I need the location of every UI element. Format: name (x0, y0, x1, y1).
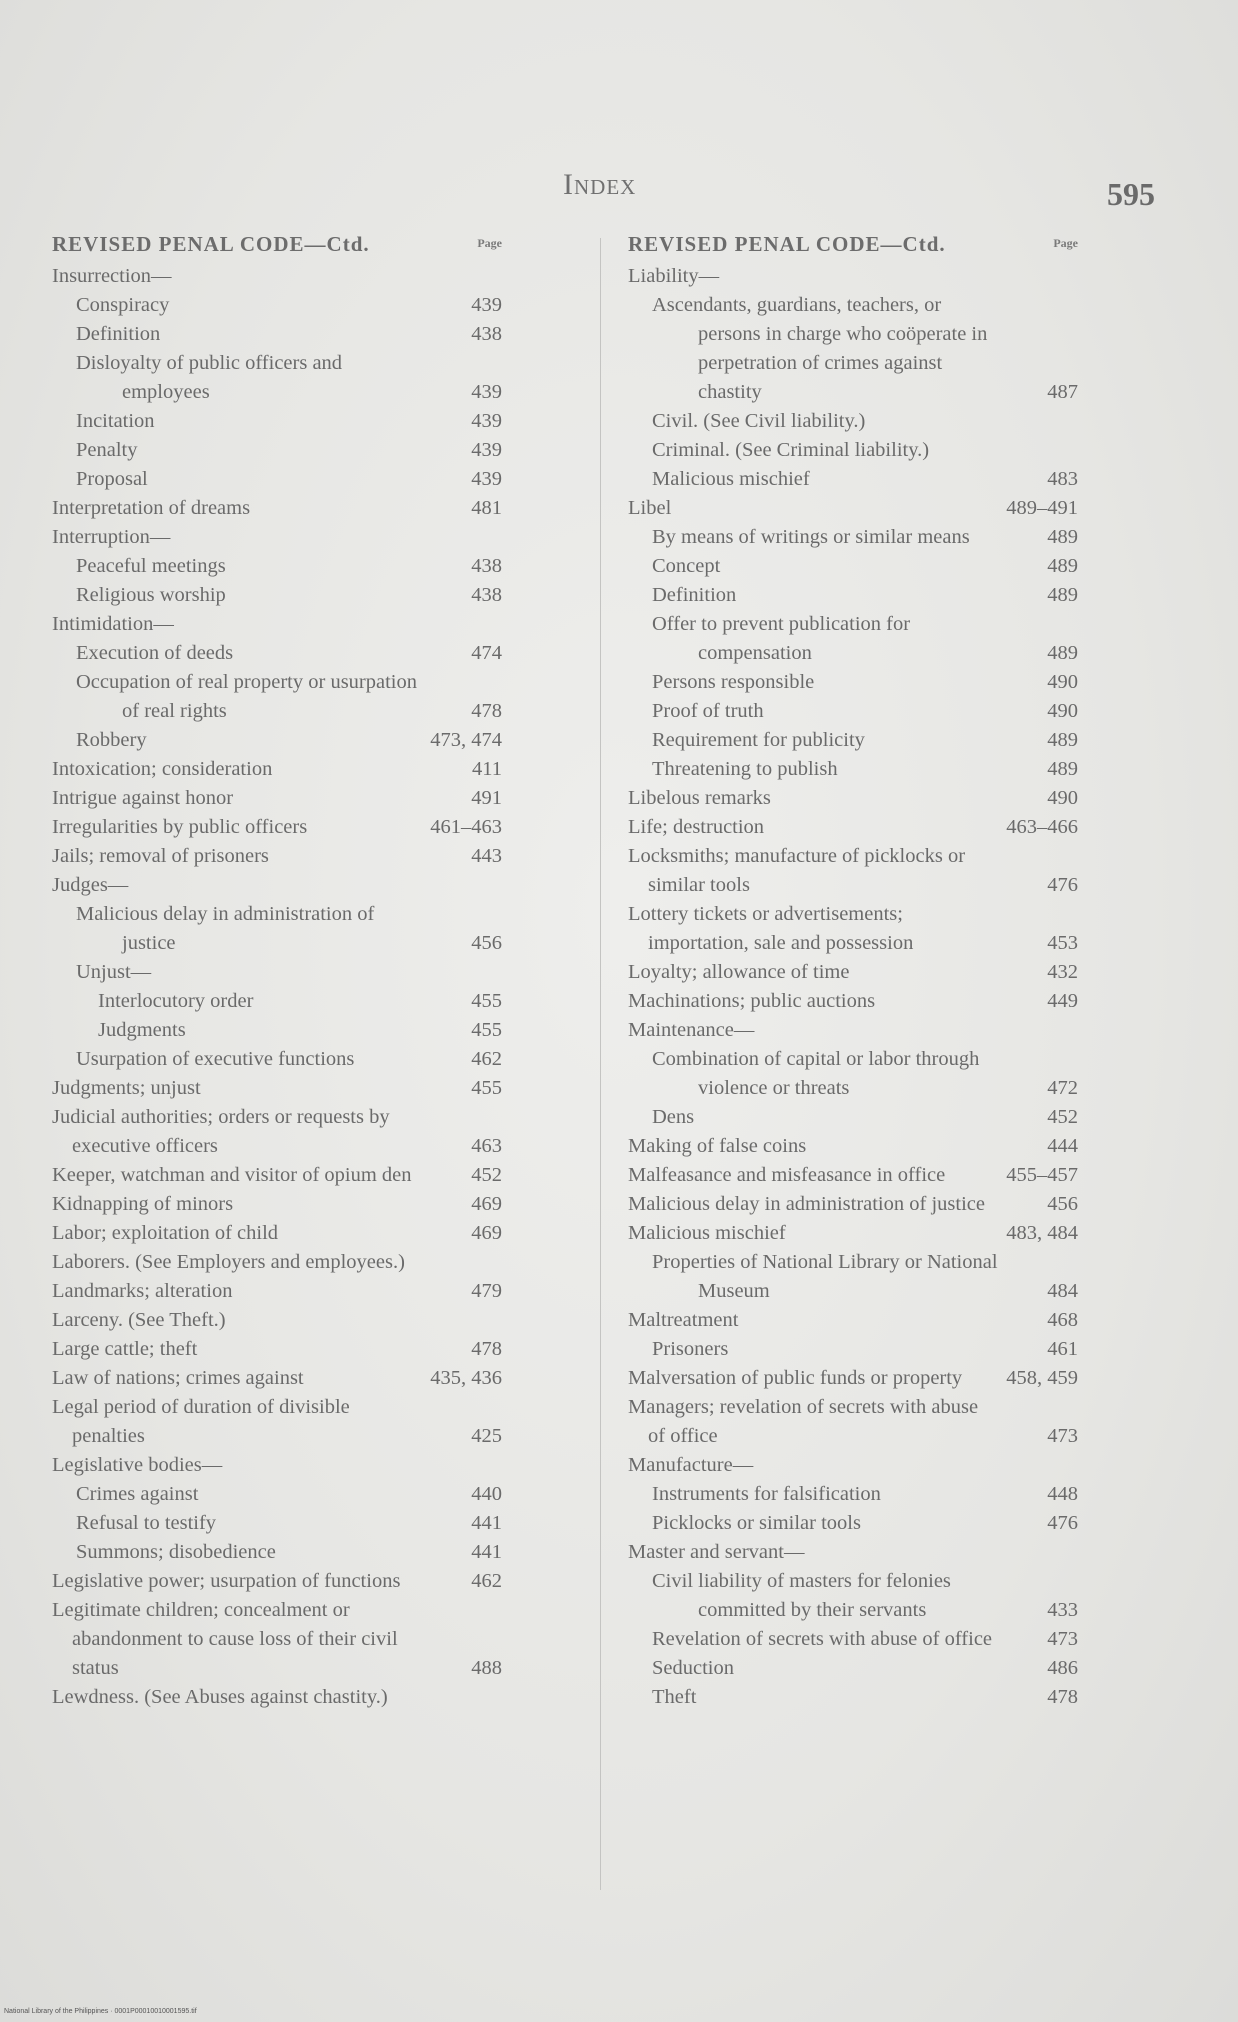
index-entry (52, 1451, 502, 1480)
index-entry (628, 1509, 1078, 1538)
index-entry (52, 1393, 502, 1451)
index-entry (52, 1567, 502, 1596)
index-entry-text: Libelous remarks (628, 787, 771, 809)
index-entry-text: Revelation of secrets with abuse of office (652, 1628, 993, 1650)
index-entry-page: 455 (471, 1019, 502, 1041)
index-entry-page: 473, 474 (430, 729, 502, 751)
left-column-heading (52, 232, 502, 262)
index-entry (628, 1103, 1078, 1132)
index-entry-text: Malicious mischief (628, 1222, 786, 1244)
index-entry-page: 462 (471, 1048, 502, 1070)
index-entry (52, 1335, 502, 1364)
index-entry (52, 1219, 502, 1248)
index-entry (628, 262, 1078, 291)
index-entry-text: Legal period of duration of divisible penalties (52, 1396, 350, 1447)
index-entry-page: 489 (1047, 758, 1078, 780)
index-entry-page: 439 (471, 294, 502, 316)
index-entry-page: 478 (1047, 1686, 1078, 1708)
index-entry-page: 455 (471, 990, 502, 1012)
index-entry-text: Offer to prevent publication for compensation (652, 613, 911, 664)
index-entry-page: 425 (471, 1425, 502, 1447)
index-entry-text: Incitation (76, 410, 155, 432)
index-entry-page: 458, 459 (1006, 1367, 1078, 1389)
index-entry (52, 436, 502, 465)
index-entry-page: 472 (1047, 1077, 1078, 1099)
index-entry (52, 842, 502, 871)
index-entry (628, 697, 1078, 726)
index-entry (628, 1335, 1078, 1364)
index-entry-text: Combination of capital or labor through violence or threats (652, 1048, 980, 1099)
index-entry (52, 1364, 502, 1393)
index-entry-text: Criminal. (See Criminal liability.) (652, 439, 930, 461)
index-entry-text: Interlocutory order (98, 990, 254, 1012)
index-entry-page: 478 (471, 1338, 502, 1360)
index-entry-page: 440 (471, 1483, 502, 1505)
index-entry (628, 900, 1078, 958)
left-page-label: Page (477, 236, 502, 250)
index-entry (52, 1074, 502, 1103)
index-entry-text: Managers; revelation of secrets with abuse of office (628, 1396, 979, 1447)
index-entry (52, 1016, 502, 1045)
index-entry-text: Civil liability of masters for felonies committed by their servants (652, 1570, 951, 1621)
index-entry-text: Proof of truth (652, 700, 764, 722)
index-entry (628, 813, 1078, 842)
index-entry-page: 461 (1047, 1338, 1078, 1360)
index-entry-text: Loyalty; allowance of time (628, 961, 850, 983)
index-entry (628, 958, 1078, 987)
right-heading-title: REVISED PENAL CODE—Ctd. (628, 232, 946, 256)
index-entry (628, 1625, 1078, 1654)
index-entry (628, 291, 1078, 407)
index-entry-text: Kidnapping of minors (52, 1193, 234, 1215)
index-entry-text: Jails; removal of prisoners (52, 845, 269, 867)
index-entry (52, 755, 502, 784)
index-entry (52, 1190, 502, 1219)
index-entry (52, 726, 502, 755)
index-entry-page: 490 (1047, 787, 1078, 809)
index-entry-text: Intrigue against honor (52, 787, 234, 809)
index-entry-page: 463 (471, 1135, 502, 1157)
index-entry-text: Laborers. (See Employers and employees.) (52, 1251, 405, 1273)
index-entry-text: Interpretation of dreams (52, 497, 251, 519)
index-entry-text: Legislative power; usurpation of functions (52, 1570, 401, 1592)
index-entry (628, 1567, 1078, 1625)
index-entry-text: Religious worship (76, 584, 226, 606)
index-entry-text: Crimes against (76, 1483, 199, 1505)
index-entry-text: Civil. (See Civil liability.) (652, 410, 866, 432)
index-entry (628, 1683, 1078, 1712)
index-entry (52, 1045, 502, 1074)
index-entry-page: 443 (471, 845, 502, 867)
index-entry-page: 448 (1047, 1483, 1078, 1505)
index-entry-text: Malicious delay in administration of justice (628, 1193, 985, 1215)
index-entry-text: Disloyalty of public officers and employees (76, 352, 343, 403)
index-entry-text: Machinations; public auctions (628, 990, 876, 1012)
index-entry (52, 1103, 502, 1161)
index-entry-page: 462 (471, 1570, 502, 1592)
index-entry-text: Malicious delay in administration of justice (76, 903, 375, 954)
index-entry (628, 581, 1078, 610)
index-entry (628, 1248, 1078, 1306)
index-entry (52, 668, 502, 726)
index-entry-text: Libel (628, 497, 672, 519)
scan-footer: National Library of the Philippines · 0001P00010010001595.tif (4, 2008, 197, 2015)
index-entry-text: Conspiracy (76, 294, 170, 316)
index-entry-text: Liability— (628, 265, 720, 287)
index-entry (628, 407, 1078, 436)
index-entry-text: Landmarks; alteration (52, 1280, 233, 1302)
right-entries-list (628, 262, 1078, 1712)
index-entry-page: 455–457 (1006, 1164, 1078, 1186)
index-entry-page: 438 (471, 555, 502, 577)
index-entry-text: Locksmiths; manufacture of picklocks or similar tools (628, 845, 966, 896)
index-entry-text: Maltreatment (628, 1309, 739, 1331)
index-entry-text: Judges— (52, 874, 129, 896)
index-entry-page: 481 (471, 497, 502, 519)
index-entry (628, 494, 1078, 523)
index-entry (52, 349, 502, 407)
index-entry (628, 1364, 1078, 1393)
index-entry (628, 1306, 1078, 1335)
index-entry-page: 439 (471, 381, 502, 403)
index-entry-text: Definition (652, 584, 737, 606)
index-entry (52, 987, 502, 1016)
index-entry-text: Instruments for falsification (652, 1483, 881, 1505)
index-entry-text: Legitimate children; concealment or abandonment to cause loss of their civil status (52, 1599, 398, 1679)
index-entry-text: Malicious mischief (652, 468, 810, 490)
index-entry (628, 436, 1078, 465)
index-entry-page: 489 (1047, 526, 1078, 548)
index-entry (628, 465, 1078, 494)
index-entry (52, 1277, 502, 1306)
index-entry (628, 1190, 1078, 1219)
index-entry-text: By means of writings or similar means (652, 526, 970, 548)
index-entry-text: Judicial authorities; orders or requests by executive officers (52, 1106, 390, 1157)
index-entry-page: 468 (1047, 1309, 1078, 1331)
index-entry-page: 483, 484 (1006, 1222, 1078, 1244)
index-entry-text: Intoxication; consideration (52, 758, 273, 780)
index-entry-page: 474 (471, 642, 502, 664)
page-number: 595 (1107, 176, 1155, 212)
index-entry (52, 320, 502, 349)
index-entry (628, 1480, 1078, 1509)
index-entry-text: Labor; exploitation of child (52, 1222, 279, 1244)
index-entry-text: Maintenance— (628, 1019, 755, 1041)
index-entry-page: 463–466 (1006, 816, 1078, 838)
index-entry-text: Malfeasance and misfeasance in office (628, 1164, 946, 1186)
index-entry-page: 473 (1047, 1425, 1078, 1447)
index-entry-page: 438 (471, 323, 502, 345)
index-entry-text: Large cattle; theft (52, 1338, 198, 1360)
index-entry-page: 441 (471, 1512, 502, 1534)
index-entry-text: Legislative bodies— (52, 1454, 223, 1476)
index-entry (52, 407, 502, 436)
index-entry-text: Larceny. (See Theft.) (52, 1309, 226, 1331)
index-entry-page: 435, 436 (430, 1367, 502, 1389)
index-entry-page: 489–491 (1006, 497, 1078, 519)
right-page-label: Page (1053, 236, 1078, 250)
index-entry (628, 755, 1078, 784)
right-column-heading (628, 232, 1078, 262)
index-entry (52, 465, 502, 494)
index-entry (52, 784, 502, 813)
index-entry-text: Proposal (76, 468, 148, 490)
index-entry-page: 473 (1047, 1628, 1078, 1650)
index-entry (52, 1161, 502, 1190)
index-entry-page: 483 (1047, 468, 1078, 490)
index-entry-page: 439 (471, 410, 502, 432)
index-entry (52, 1509, 502, 1538)
index-entry (52, 639, 502, 668)
index-entry (52, 1538, 502, 1567)
index-entry-page: 441 (471, 1541, 502, 1563)
index-entry-page: 489 (1047, 729, 1078, 751)
index-entry (52, 291, 502, 320)
index-entry-page: 486 (1047, 1657, 1078, 1679)
column-divider (600, 238, 601, 1890)
index-entry (52, 958, 502, 987)
index-entry-text: Keeper, watchman and visitor of opium den (52, 1164, 412, 1186)
index-entry-text: Persons responsible (652, 671, 815, 693)
index-entry-text: Ascendants, guardians, teachers, or persons in charge who coöperate in perpetration of crimes against chastity (652, 294, 988, 403)
index-entry-text: Malversation of public funds or property (628, 1367, 963, 1389)
index-entry-text: Intimidation— (52, 613, 174, 635)
index-entry-text: Robbery (76, 729, 147, 751)
index-entry (628, 1016, 1078, 1045)
index-entry-page: 452 (471, 1164, 502, 1186)
index-entry-text: Penalty (76, 439, 138, 461)
index-entry-text: Summons; disobedience (76, 1541, 276, 1563)
index-entry (52, 1596, 502, 1683)
index-entry-text: Concept (652, 555, 721, 577)
index-entry-text: Lottery tickets or advertisements; importation, sale and possession (628, 903, 914, 954)
index-entry-page: 479 (471, 1280, 502, 1302)
left-heading-title: REVISED PENAL CODE—Ctd. (52, 232, 370, 256)
index-entry-text: Occupation of real property or usurpation of real rights (76, 671, 417, 722)
index-entry (52, 552, 502, 581)
index-entry-page: 488 (471, 1657, 502, 1679)
index-entry-page: 476 (1047, 874, 1078, 896)
index-entry-page: 476 (1047, 1512, 1078, 1534)
index-entry-text: Requirement for publicity (652, 729, 865, 751)
index-entry-page: 455 (471, 1077, 502, 1099)
index-entry-text: Seduction (652, 1657, 734, 1679)
index-entry-text: Theft (652, 1686, 697, 1708)
index-entry (628, 552, 1078, 581)
index-entry-text: Dens (652, 1106, 695, 1128)
index-entry-page: 484 (1047, 1280, 1078, 1302)
index-entry-text: Definition (76, 323, 161, 345)
index-entry-page: 411 (472, 758, 502, 780)
index-entry (52, 1306, 502, 1335)
index-entry-text: Insurrection— (52, 265, 172, 287)
index-entry (628, 1161, 1078, 1190)
index-entry-text: Unjust— (76, 961, 152, 983)
index-entry-text: Judgments (98, 1019, 186, 1041)
index-entry-page: 489 (1047, 584, 1078, 606)
index-entry-text: Execution of deeds (76, 642, 234, 664)
index-entry-page: 456 (1047, 1193, 1078, 1215)
index-entry (628, 1132, 1078, 1161)
index-entry-page: 453 (1047, 932, 1078, 954)
index-entry (628, 610, 1078, 668)
index-entry (628, 1654, 1078, 1683)
index-entry-page: 489 (1047, 642, 1078, 664)
index-entry-text: Peaceful meetings (76, 555, 226, 577)
index-entry-text: Threatening to publish (652, 758, 838, 780)
index-entry (52, 1248, 502, 1277)
index-entry (52, 813, 502, 842)
index-entry (628, 1393, 1078, 1451)
index-entry-page: 489 (1047, 555, 1078, 577)
index-entry-text: Picklocks or similar tools (652, 1512, 861, 1534)
index-entry-text: Irregularities by public officers (52, 816, 308, 838)
index-entry-page: 490 (1047, 700, 1078, 722)
index-entry (628, 1538, 1078, 1567)
index-entry-page: 433 (1047, 1599, 1078, 1621)
index-entry-page: 432 (1047, 961, 1078, 983)
right-index-column (628, 232, 1078, 1712)
index-entry (52, 900, 502, 958)
index-entry (628, 668, 1078, 697)
index-entry (628, 1045, 1078, 1103)
left-entries-list (52, 262, 502, 1712)
index-entry-text: Life; destruction (628, 816, 765, 838)
index-entry-page: 487 (1047, 381, 1078, 403)
index-entry (52, 871, 502, 900)
index-entry-page: 439 (471, 439, 502, 461)
index-entry-text: Refusal to testify (76, 1512, 217, 1534)
index-entry-text: Judgments; unjust (52, 1077, 201, 1099)
index-entry-text: Usurpation of executive functions (76, 1048, 355, 1070)
index-entry (628, 726, 1078, 755)
index-entry-page: 439 (471, 468, 502, 490)
index-entry (628, 523, 1078, 552)
index-entry (628, 842, 1078, 900)
index-entry (628, 1451, 1078, 1480)
index-entry-text: Lewdness. (See Abuses against chastity.) (52, 1686, 388, 1708)
index-entry-text: Manufacture— (628, 1454, 754, 1476)
index-entry (628, 784, 1078, 813)
index-entry (52, 262, 502, 291)
index-entry-page: 444 (1047, 1135, 1078, 1157)
index-entry (52, 494, 502, 523)
index-entry-text: Making of false coins (628, 1135, 807, 1157)
index-entry-page: 449 (1047, 990, 1078, 1012)
index-entry-page: 438 (471, 584, 502, 606)
running-header: Index (563, 168, 637, 201)
index-entry-text: Interruption— (52, 526, 171, 548)
index-entry-page: 469 (471, 1222, 502, 1244)
index-entry-page: 456 (471, 932, 502, 954)
index-entry-page: 461–463 (430, 816, 502, 838)
index-entry-page: 491 (471, 787, 502, 809)
index-entry (52, 610, 502, 639)
index-entry-page: 478 (471, 700, 502, 722)
index-entry-text: Properties of National Library or National Museum (652, 1251, 998, 1302)
index-entry (52, 1683, 502, 1712)
left-index-column (52, 232, 502, 1712)
index-entry (52, 523, 502, 552)
index-entry (52, 1480, 502, 1509)
index-entry (628, 1219, 1078, 1248)
index-entry-text: Prisoners (652, 1338, 729, 1360)
index-entry-page: 469 (471, 1193, 502, 1215)
index-entry-text: Master and servant— (628, 1541, 805, 1563)
index-entry (628, 987, 1078, 1016)
index-entry-page: 452 (1047, 1106, 1078, 1128)
index-entry-text: Law of nations; crimes against (52, 1367, 304, 1389)
index-entry (52, 581, 502, 610)
index-entry-page: 490 (1047, 671, 1078, 693)
